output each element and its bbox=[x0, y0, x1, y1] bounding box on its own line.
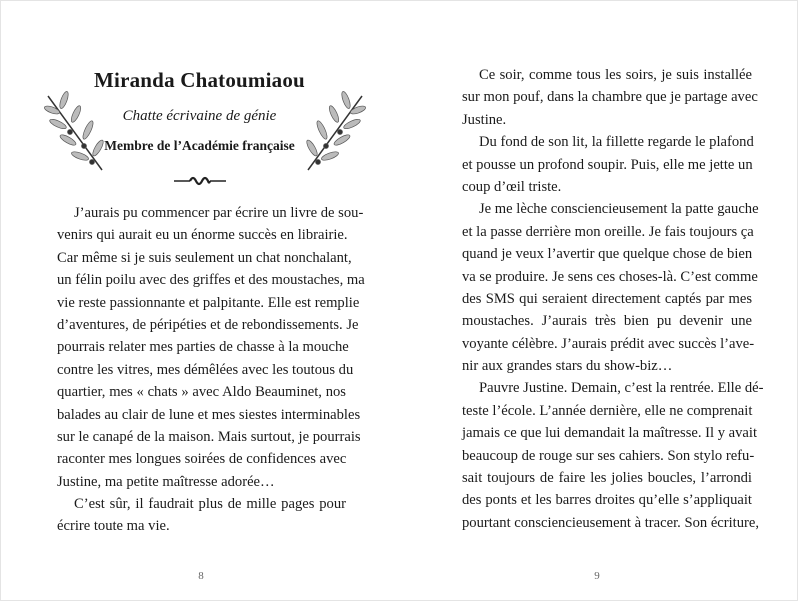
page-number: 9 bbox=[594, 570, 600, 582]
text-line: un félin poilu avec des griffes et des moustaches, ma bbox=[57, 272, 365, 289]
text-line: raconter mes longues soirées de confidences avec bbox=[57, 451, 347, 468]
text-line: des SMS qui seraient directement captés par mes bbox=[462, 290, 752, 307]
author-membership: Membre de l’Académie française bbox=[104, 138, 295, 153]
left-page-text bbox=[57, 202, 365, 538]
text-line: teste l’école. L’année dernière, elle ne comprenait bbox=[462, 402, 753, 419]
text-line: d’aventures, de péripéties et de rebondissements. Je bbox=[57, 316, 359, 333]
laurel-branch-icon bbox=[300, 88, 370, 178]
text-line: va se produire. Je sens ces choses-là. C’est comme bbox=[462, 268, 758, 285]
text-line: J’aurais pu commencer par écrire un livre de sou- bbox=[74, 205, 364, 221]
page-number: 8 bbox=[198, 570, 204, 582]
text-line: Justine, ma petite maîtresse adorée… bbox=[57, 473, 275, 490]
text-line: pourrais relater mes parties de chasse à la mouche bbox=[57, 339, 349, 356]
text-line: et pousse un profond soupir. Puis, elle me jette un bbox=[462, 156, 753, 173]
text-line: C’est sûr, il faudrait plus de mille pages pour bbox=[74, 496, 346, 513]
text-line: et la passe derrière mon oreille. Je fais toujours ça bbox=[462, 223, 754, 240]
ornament-divider-icon bbox=[174, 175, 226, 187]
text-line: moustaches. J’aurais très bien pu devenir une bbox=[462, 313, 752, 330]
text-line: écrire toute ma vie. bbox=[57, 518, 170, 535]
right-page bbox=[399, 0, 798, 601]
text-line: sait toujours de faire les jolies boucles, l’arrondi bbox=[462, 470, 752, 487]
text-line: Car même si je suis seulement un chat nonchalant, bbox=[57, 249, 352, 266]
text-line: jamais ce que lui demandait la maîtresse. Il y avait bbox=[462, 425, 758, 442]
author-name: Miranda Chatoumiaou bbox=[94, 68, 305, 92]
text-line: venirs qui aurait eu un énorme succès en librairie. bbox=[57, 227, 348, 244]
text-line: beaucoup de rouge sur ses cahiers. Son stylo refu- bbox=[462, 447, 755, 464]
text-line: contre les vitres, mes démêlées avec les toutous du bbox=[57, 361, 354, 378]
text-line: sur le canapé de la maison. Mais surtout, je pourrais bbox=[57, 428, 361, 445]
text-line: coup d’œil triste. bbox=[462, 178, 562, 195]
text-line: Justine. bbox=[462, 111, 507, 128]
right-page-text bbox=[462, 64, 764, 534]
text-line: pourtant consciencieusement à tracer. Son écriture, bbox=[462, 514, 760, 531]
author-subtitle: Chatte écrivaine de génie bbox=[122, 108, 277, 124]
text-line: sur mon pouf, dans la chambre que je partage avec bbox=[462, 89, 758, 106]
text-line: quand je veux l’avertir que quelque chose de bien bbox=[462, 246, 753, 263]
text-line: Ce soir, comme tous les soirs, je suis installée bbox=[479, 67, 752, 83]
text-line: quartier, mes « chats » avec Aldo Beauminet, nos bbox=[57, 384, 346, 401]
laurel-branch-icon bbox=[40, 88, 110, 178]
text-line: vie reste passionnante et palpitante. Elle est remplie bbox=[57, 294, 360, 311]
text-line: Je me lèche consciencieusement la patte gauche bbox=[479, 201, 759, 218]
text-line: nir aux grandes stars du show-biz… bbox=[462, 358, 673, 375]
text-line: balades au clair de lune et mes siestes interminables bbox=[57, 406, 361, 423]
text-line: Pauvre Justine. Demain, c’est la rentrée. Elle dé- bbox=[479, 380, 764, 397]
text-line: des ponts et les barres droites qu’elle s’appliquait bbox=[462, 492, 752, 509]
text-line: Du fond de son lit, la fillette regarde le plafond bbox=[479, 134, 754, 151]
text-line: voyante célèbre. J’aurais prédit avec succès l’ave- bbox=[462, 335, 755, 352]
